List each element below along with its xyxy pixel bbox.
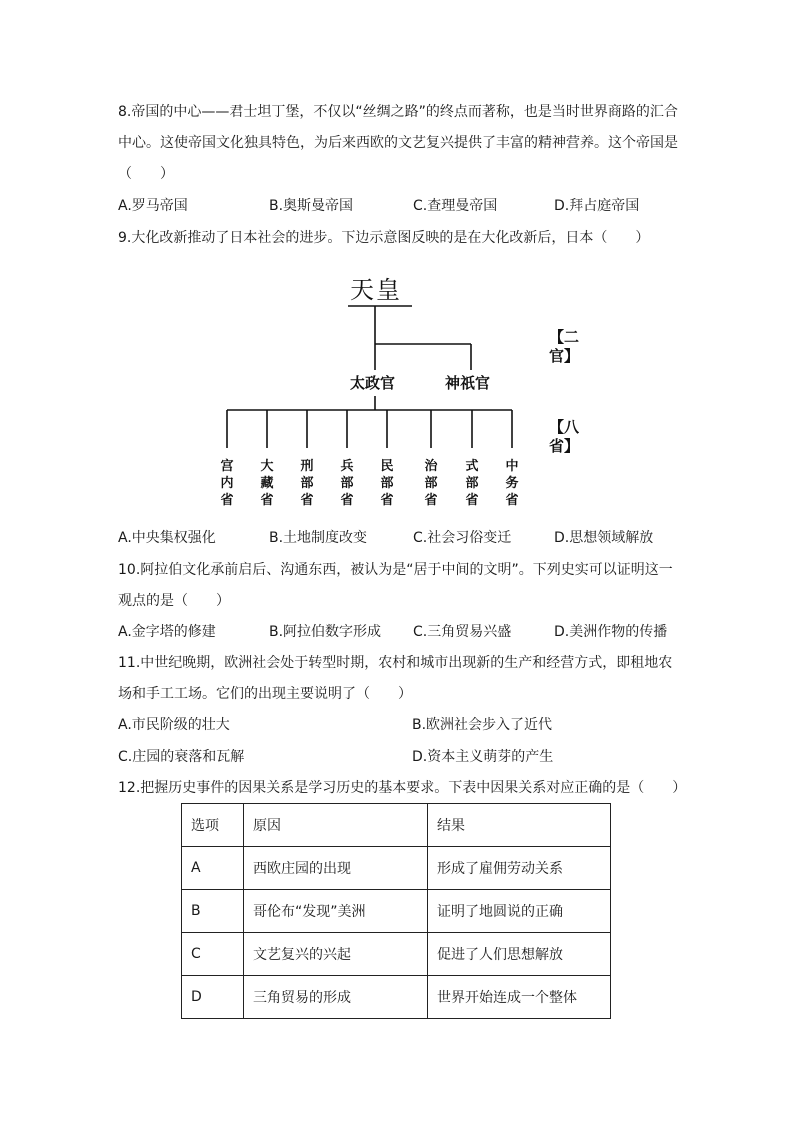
table-header-row (182, 804, 611, 847)
jingikan-label: 神祇官 (445, 374, 491, 392)
q11-stem-line1: 11.中世纪晚期，欧洲社会处于转型时期，农村和城市出现新的生产和经营方式，即租地农 (118, 655, 673, 671)
q11-option-d: D.资本主义萌芽的产生 (412, 749, 554, 765)
q11-option-c: C.庄园的衰落和瓦解 (118, 749, 245, 765)
row-cause: 文艺复兴的兴起 (244, 933, 428, 976)
ministry-kunaisho: 宫内省 (220, 459, 234, 508)
row-option: A (182, 847, 244, 890)
q10-option-c: C.三角贸易兴盛 (413, 624, 512, 640)
q9-option-d: D.思想领域解放 (554, 530, 654, 546)
header-cause: 原因 (244, 804, 428, 847)
q8-option-d: D.拜占庭帝国 (554, 198, 640, 214)
q10-option-a: A.金字塔的修建 (118, 624, 216, 640)
eight-ministries-label: 【八省】 (549, 418, 580, 455)
q11-option-b: B.欧洲社会步入了近代 (412, 717, 553, 733)
q11-option-a: A.市民阶级的壮大 (118, 717, 230, 733)
daijokan-label: 太政官 (350, 374, 396, 392)
row-cause: 三角贸易的形成 (244, 976, 428, 1019)
row-result: 证明了地圆说的正确 (428, 890, 611, 933)
table-row (182, 976, 611, 1019)
cause-effect-table (181, 803, 611, 1019)
ministry-hyobusho: 兵部省 (340, 459, 354, 508)
ministry-nakatsukasasho: 中务省 (505, 459, 519, 508)
row-cause: 西欧庄园的出现 (244, 847, 428, 890)
header-option: 选项 (182, 804, 244, 847)
q8-option-b: B.奥斯曼帝国 (269, 198, 354, 214)
row-option: C (182, 933, 244, 976)
row-result: 形成了雇佣劳动关系 (428, 847, 611, 890)
header-result: 结果 (428, 804, 611, 847)
q9-option-b: B.土地制度改变 (269, 530, 368, 546)
ministry-minbusho: 民部省 (380, 459, 394, 508)
table-row (182, 933, 611, 976)
taika-government-diagram (200, 268, 580, 518)
q8-stem-line1: 8.帝国的中心——君士坦丁堡，不仅以“丝绸之路”的终点而著称，也是当时世界商路的汇合 (118, 104, 678, 120)
ministry-shikibusho: 式部省 (465, 459, 479, 508)
q10-option-d: D.美洲作物的传播 (554, 624, 668, 640)
q9-option-a: A.中央集权强化 (118, 530, 216, 546)
q8-stem-line3: （ ） (118, 166, 174, 182)
ministry-okurasho: 大藏省 (260, 459, 274, 508)
q8-stem-line2: 中心。这使帝国文化独具特色，为后来西欧的文艺复兴提供了丰富的精神营养。这个帝国是 (118, 135, 678, 151)
q8-option-a: A.罗马帝国 (118, 198, 188, 214)
emperor-label: 天皇 (350, 276, 402, 304)
q12-stem: 12.把握历史事件的因果关系是学习历史的基本要求。下表中因果关系对应正确的是（ ） (118, 780, 687, 796)
q11-stem-line2: 场和手工工场。它们的出现主要说明了（ ） (118, 686, 412, 702)
table-row (182, 847, 611, 890)
row-result: 世界开始连成一个整体 (428, 976, 611, 1019)
row-option: D (182, 976, 244, 1019)
two-officials-label: 【二官】 (549, 328, 580, 365)
ministry-jibusho: 治部省 (424, 459, 438, 508)
q10-stem-line1: 10.阿拉伯文化承前启后、沟通东西，被认为是“居于中间的文明”。下列史实可以证明这一 (118, 562, 673, 578)
table-row (182, 890, 611, 933)
q10-stem-line2: 观点的是（ ） (118, 593, 230, 609)
q8-option-c: C.查理曼帝国 (413, 198, 498, 214)
row-option: B (182, 890, 244, 933)
row-cause: 哥伦布“发现”美洲 (244, 890, 428, 933)
q9-option-c: C.社会习俗变迁 (413, 530, 512, 546)
q10-option-b: B.阿拉伯数字形成 (269, 624, 382, 640)
q9-stem: 9.大化改新推动了日本社会的进步。下边示意图反映的是在大化改新后，日本（ ） (118, 230, 650, 246)
row-result: 促进了人们思想解放 (428, 933, 611, 976)
ministry-gyobusho: 刑部省 (300, 459, 314, 508)
